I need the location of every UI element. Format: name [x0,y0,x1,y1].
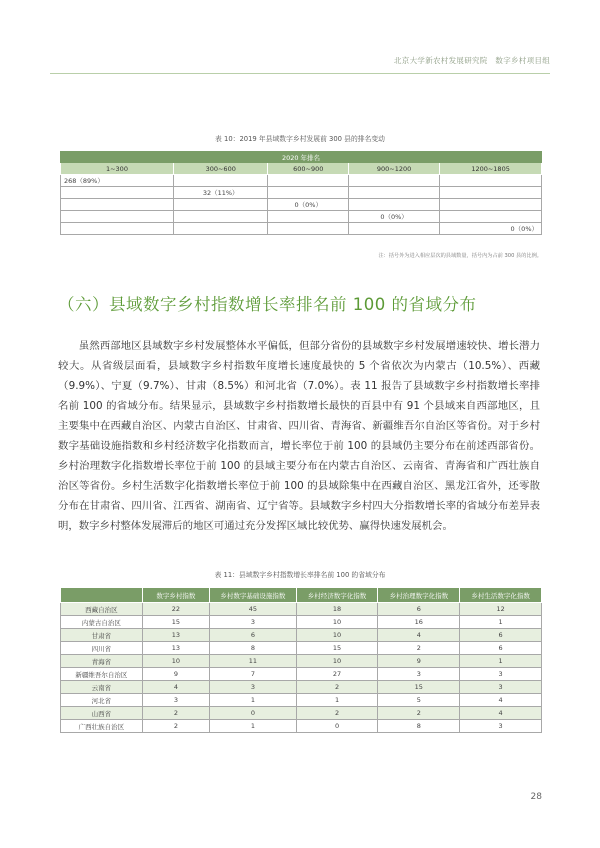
table-cell: 3 [460,668,542,681]
table-cell: 7 [210,668,297,681]
column-header: 300~600 [173,163,268,175]
table-cell: 11 [210,655,297,668]
table-cell [348,175,439,187]
table-cell [348,187,439,199]
table-cell: 3 [460,720,542,733]
province-name: 新疆维吾尔自治区 [61,668,143,681]
province-name: 云南省 [61,681,143,694]
table-cell [61,187,174,199]
column-header: 乡村数字基础设施指数 [210,588,297,603]
table-cell [440,199,542,211]
table-row [61,616,542,629]
table-row [61,655,542,668]
section-title: （六）县域数字乡村指数增长率排名前 100 的省域分布 [58,295,477,314]
table-cell: 2 [296,681,378,694]
table-cell: 4 [378,629,460,642]
growth-distribution-table [60,587,542,733]
table-cell [268,187,349,199]
table-cell: 13 [142,629,209,642]
table-cell: 5 [378,694,460,707]
table-cell: 1 [210,694,297,707]
table-row [61,681,542,694]
table-cell: 1 [460,655,542,668]
table-cell [61,211,174,223]
table-cell: 10 [296,655,378,668]
table-cell [440,175,542,187]
table-cell: 8 [210,642,297,655]
table-cell: 2 [378,642,460,655]
table-cell: 6 [210,629,297,642]
table-cell: 13 [142,642,209,655]
column-header: 数字乡村指数 [142,588,209,603]
table-cell: 4 [460,694,542,707]
table-cell: 22 [142,603,209,616]
table-row [61,199,542,211]
province-name: 山西省 [61,707,143,720]
table-cell: 3 [378,668,460,681]
table-row [61,707,542,720]
table-cell: 9 [142,668,209,681]
table-row [61,603,542,616]
table-cell: 27 [296,668,378,681]
table-cell [348,199,439,211]
table-row [61,175,542,187]
column-header: 1~300 [61,163,174,175]
page-number: 28 [530,792,542,802]
table-cell: 4 [460,707,542,720]
table-row [61,642,542,655]
table-cell: 0（0%） [268,199,349,211]
table-cell [61,199,174,211]
table-cell: 0 [210,707,297,720]
table-row [61,668,542,681]
table-cell: 18 [296,603,378,616]
column-header: 1200~1805 [440,163,542,175]
province-name: 甘肃省 [61,629,143,642]
table-cell [61,223,174,235]
table-cell: 15 [378,681,460,694]
table-cell [440,187,542,199]
table-cell: 2 [378,707,460,720]
table-cell: 15 [296,642,378,655]
table-cell: 3 [210,681,297,694]
table-cell: 2 [142,707,209,720]
table-cell [173,199,268,211]
header-rule [50,73,550,74]
table-cell: 6 [460,642,542,655]
column-header: 乡村生活数字化指数 [460,588,542,603]
table-row [61,694,542,707]
table-cell: 1 [460,616,542,629]
table-row [61,187,542,199]
table-cell: 16 [378,616,460,629]
table-cell: 6 [460,629,542,642]
running-header: 北京大学新农村发展研究院 数字乡村项目组 [394,56,550,65]
province-name: 广西壮族自治区 [61,720,143,733]
table10-note: 注：括号外为进入相应层次的县域数量，括号内为占前 300 县的比例。 [378,253,542,259]
table-row [61,629,542,642]
table-row [61,211,542,223]
table-cell: 3 [142,694,209,707]
table-cell: 10 [296,616,378,629]
ranking-change-table [60,151,542,235]
table11-caption: 表 11：县域数字乡村指数增长率排名前 100 的省域分布 [214,571,386,579]
table-cell: 268（89%） [61,175,174,187]
province-name: 青海省 [61,655,143,668]
column-header: 600~900 [268,163,349,175]
province-name: 四川省 [61,642,143,655]
body-paragraph: 虽然西部地区县域数字乡村发展整体水平偏低，但部分省份的县域数字乡村发展增速较快、增长潜力较大。从省级层面看，县域数字乡村指数年度增长速度最快的 5 个省依次为内蒙古（10.5%）、西藏（9.9%）、宁夏（9.7%）、甘肃（8.5%）和河北省（7.0%）。表 11 报告了县域数字乡村指数增长率排名前 100 的省域分布。结果显示，县域数字乡村指数增长最快的百县中有 91 个县域来自西部地区，且主要集中在西藏自治区、内蒙古自治区、甘肃省、四川省、青海省、新疆维吾尔自治区等省份。对于乡村数字基础设施指数和乡村经济数字化指数而言，增长率位于前 100 的县域仍主要分布在前述西部省份。乡村治理数字化指数增长率位于前 100 的县域主要分布在内蒙古自治区、云南省、青海省和广西壮族自治区等省份。乡村生活数字化指数增长率位于前 100 的县域除集中在西藏自治区、黑龙江省外，还零散分布在甘肃省、四川省、江西省、湖南省、辽宁省等。县域数字乡村四大分指数增长率的省域分布差异表明，数字乡村整体发展滞后的地区可通过充分发挥区域比较优势、赢得快速发展机会。 [58,340,540,532]
column-header: 乡村经济数字化指数 [296,588,378,603]
table-cell: 32（11%） [173,187,268,199]
table-cell: 8 [378,720,460,733]
table-cell [173,223,268,235]
table-cell [268,223,349,235]
table-cell: 0 [296,720,378,733]
table-cell [348,223,439,235]
table-cell: 10 [296,629,378,642]
province-name: 内蒙古自治区 [61,616,143,629]
table-cell: 3 [460,681,542,694]
table-cell [440,211,542,223]
table-cell [268,211,349,223]
table-cell: 1 [210,720,297,733]
table-cell: 9 [378,655,460,668]
column-header: 乡村治理数字化指数 [378,588,460,603]
table-cell: 10 [142,655,209,668]
table-cell [173,175,268,187]
table-cell: 2 [296,707,378,720]
table-cell: 0（0%） [348,211,439,223]
table-row [61,720,542,733]
province-name: 西藏自治区 [61,603,143,616]
table-cell [173,211,268,223]
table-cell: 4 [142,681,209,694]
table-row [61,223,542,235]
column-header [61,588,143,603]
table-cell: 2 [142,720,209,733]
table-cell: 6 [378,603,460,616]
table-cell: 1 [296,694,378,707]
table10-caption: 表 10：2019 年县域数字乡村发展前 300 县的排名变动 [215,135,385,143]
table-cell: 3 [210,616,297,629]
table-cell: 12 [460,603,542,616]
table-cell: 0（0%） [440,223,542,235]
province-name: 河北省 [61,694,143,707]
group-header: 2020 年排名 [61,152,542,163]
table-cell [268,175,349,187]
table-cell: 15 [142,616,209,629]
table-cell: 45 [210,603,297,616]
column-header: 900~1200 [348,163,439,175]
